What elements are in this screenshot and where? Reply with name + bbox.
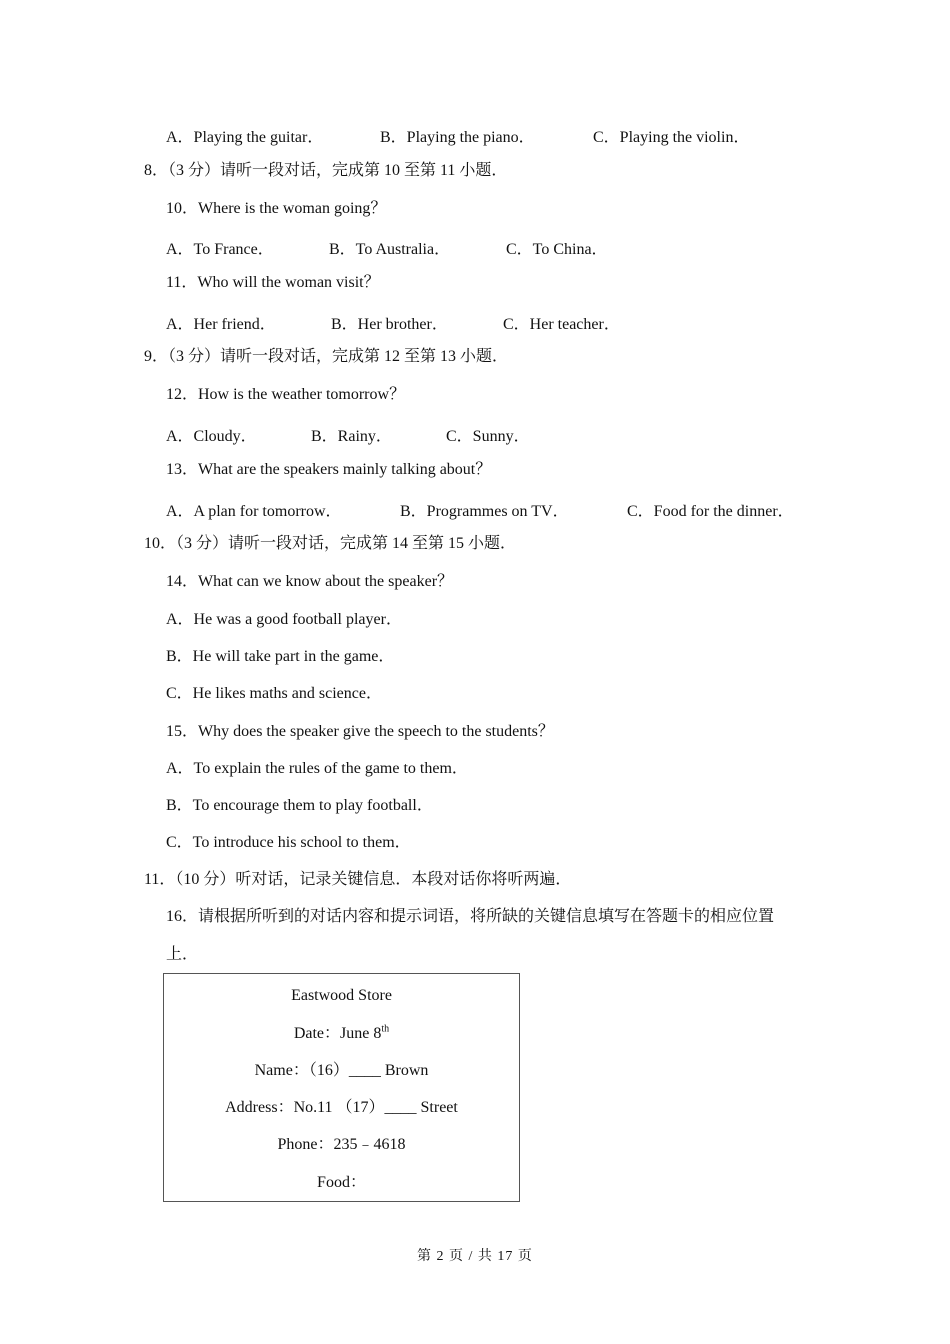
q12-option-a: A．Cloudy．: [166, 428, 257, 445]
q11-option-a: A．Her friend．: [166, 316, 276, 333]
form-date-sup: th: [381, 1023, 390, 1035]
question-9-heading: 9．（3 分）请听一段对话，完成第 12 至第 13 小题．: [144, 348, 509, 365]
q12-option-c: C．Sunny．: [446, 428, 530, 445]
page-footer: 第 2 页 / 共 17 页: [417, 1249, 533, 1264]
q15-option-b: B．To encourage them to play football．: [166, 797, 433, 814]
form-date-label: Date：June 8: [293, 1025, 382, 1042]
question-16-line1: 16．请根据所听到的对话内容和提示词语，将所缺的关键信息填写在答题卡的相应位置: [166, 908, 775, 925]
q7-option-a: A．Playing the guitar．: [166, 129, 324, 146]
question-10: 10．Where is the woman going？: [166, 200, 387, 217]
q14-option-a: A．He was a good football player．: [166, 611, 402, 628]
q14-option-b: B．He will take part in the game．: [166, 648, 395, 665]
q10-option-c: C．To China．: [506, 241, 608, 258]
question-16-line2: 上．: [166, 946, 199, 963]
form-phone-line: Phone：235﹣4618: [277, 1136, 406, 1153]
question-11: 11．Who will the woman visit？: [166, 274, 380, 291]
q10-option-b: B．To Australia．: [329, 241, 451, 258]
question-13: 13．What are the speakers mainly talking about？: [166, 461, 492, 478]
form-store-name: Eastwood Store: [291, 987, 392, 1004]
q10-option-a: A．To France．: [166, 241, 274, 258]
q13-option-c: C．Food for the dinner．: [627, 503, 794, 520]
question-10-heading: 10．（3 分）请听一段对话，完成第 14 至第 15 小题．: [144, 535, 517, 552]
q11-option-b: B．Her brother．: [331, 316, 448, 333]
q13-option-b: B．Programmes on TV．: [400, 503, 569, 520]
question-8-heading: 8．（3 分）请听一段对话，完成第 10 至第 11 小题．: [144, 162, 508, 179]
form-date: [164, 1024, 519, 1044]
question-11-heading: 11．（10 分）听对话，记录关键信息．本段对话你将听两遍．: [144, 871, 572, 888]
question-12: 12．How is the weather tomorrow？: [166, 386, 406, 403]
form-food-line: Food：: [317, 1174, 366, 1191]
q13-option-a: A．A plan for tomorrow．: [166, 503, 342, 520]
q7-option-c: C．Playing the violin．: [593, 129, 750, 146]
q15-option-a: A．To explain the rules of the game to them．: [166, 760, 468, 777]
q15-option-c: C．To introduce his school to them．: [166, 834, 411, 851]
question-15: 15．Why does the speaker give the speech to the students？: [166, 723, 554, 740]
info-form-box: [163, 973, 520, 1202]
form-address-line: Address：No.11 （17）____ Street: [225, 1099, 458, 1116]
q12-option-b: B．Rainy．: [311, 428, 392, 445]
q11-option-c: C．Her teacher．: [503, 316, 620, 333]
q7-option-b: B．Playing the piano．: [380, 129, 535, 146]
q14-option-c: C．He likes maths and science．: [166, 685, 382, 702]
question-14: 14．What can we know about the speaker？: [166, 573, 454, 590]
form-name-line: Name：（16）____ Brown: [254, 1062, 429, 1079]
